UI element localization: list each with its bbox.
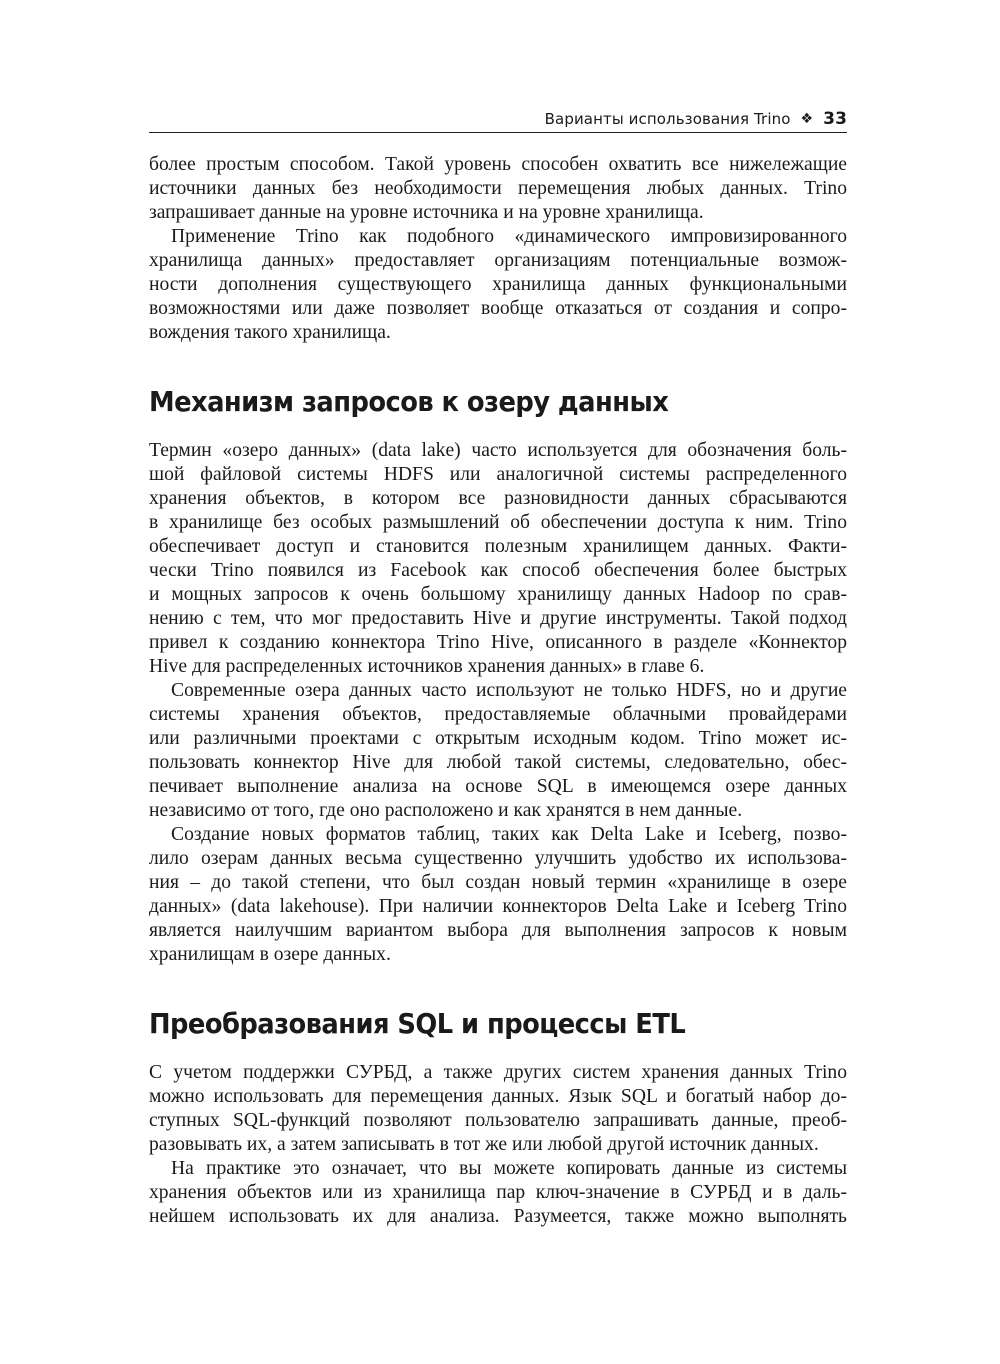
text-line: нейшем использовать их для анализа. Разумеется, также можно выполнять xyxy=(149,1206,847,1227)
section-heading-sql-etl: Преобразования SQL и процессы ETL xyxy=(149,1007,686,1040)
text-line: С учетом поддержки СУРБД, а также других систем хранения данных Trino xyxy=(149,1062,847,1083)
paragraph-intro-2 xyxy=(149,225,847,345)
text-line: возможностями или даже позволяет вообще отказаться от создания и сопро- xyxy=(149,298,847,319)
text-line: Создание новых форматов таблиц, таких как Delta Lake и Iceberg, позво- xyxy=(171,824,847,845)
text-line: печивает выполнение анализа на основе SQL в имеющемся озере данных xyxy=(149,776,847,797)
text-line: разовывать их, а затем записывать в тот же или любой другой источник данных. xyxy=(149,1134,819,1155)
paragraph-sql-etl-1 xyxy=(149,1061,847,1157)
text-line: данных» (data lakehouse). При наличии коннекторов Delta Lake и Iceberg Trino xyxy=(149,896,847,917)
text-line: является наилучшим вариантом выбора для выполнения запросов к новым xyxy=(149,920,847,941)
text-line: Современные озера данных часто используют не только HDFS, но и другие xyxy=(171,680,847,701)
text-line: ступных SQL-функций позволяют пользователю запрашивать данные, преоб- xyxy=(149,1110,847,1131)
text-line: хранилища данных» предоставляет организациям потенциальные возмож- xyxy=(149,250,847,271)
text-line: источники данных без необходимости перемещения любых данных. Trino xyxy=(149,178,847,199)
text-line: шой файловой системы HDFS или аналогичной системы распределенного xyxy=(149,464,847,485)
text-line: можно использовать для перемещения данных. Язык SQL и богатый набор до- xyxy=(149,1086,847,1107)
text-line: хранилищам в озере данных. xyxy=(149,944,391,965)
page-body xyxy=(149,153,847,1229)
paragraph-data-lake-2 xyxy=(149,679,847,823)
text-line: нению с тем, что мог предоставить Hive и другие инструменты. Такой подход xyxy=(149,608,847,629)
text-line: лило озерам данных весьма существенно улучшить удобство их использова- xyxy=(149,848,847,869)
text-line: или различными проектами с открытым исходным кодом. Trino может ис- xyxy=(149,728,847,749)
paragraph-intro-1 xyxy=(149,153,847,225)
text-line: привел к созданию коннектора Trino Hive, описанного в разделе «Коннектор xyxy=(149,632,847,653)
book-page xyxy=(149,0,847,1364)
text-line: системы хранения объектов, предоставляемые облачными провайдерами xyxy=(149,704,847,725)
text-line: вождения такого хранилища. xyxy=(149,322,391,343)
text-line: обеспечивает доступ и становится полезным хранилищем данных. Факти- xyxy=(149,536,847,557)
page-number: 33 xyxy=(823,109,847,129)
text-line: пользовать коннектор Hive для любой такой системы, следовательно, обес- xyxy=(149,752,847,773)
text-line: чески Trino появился из Facebook как способ обеспечения более быстрых xyxy=(149,560,847,581)
text-line: хранения объектов или из хранилища пар ключ-значение в СУРБД и в даль- xyxy=(149,1182,847,1203)
section-heading-data-lake: Механизм запросов к озеру данных xyxy=(149,385,669,418)
text-line: Применение Trino как подобного «динамического импровизированного xyxy=(171,226,847,247)
text-line: На практике это означает, что вы можете копировать данные из системы xyxy=(171,1158,847,1179)
text-line: Hive для распределенных источников хранения данных» в главе 6. xyxy=(149,656,705,677)
ornament-icon: ❖ xyxy=(800,111,814,127)
text-line: ния – до такой степени, что был создан новый термин «хранилище в озере xyxy=(149,872,847,893)
text-line: Термин «озеро данных» (data lake) часто используется для обозначения боль- xyxy=(149,440,847,461)
text-line: запрашивает данные на уровне источника и на уровне хранилища. xyxy=(149,202,704,223)
header-section-title: Варианты использования Trino xyxy=(544,110,791,128)
running-header xyxy=(149,106,847,133)
text-line: в хранилище без особых размышлений об обеспечении доступа к ним. Trino xyxy=(149,512,847,533)
paragraph-data-lake-1 xyxy=(149,439,847,679)
text-line: ности дополнения существующего хранилища данных функциональными xyxy=(149,274,847,295)
paragraph-data-lake-3 xyxy=(149,823,847,967)
text-line: независимо от того, где оно расположено и как хранятся в нем данные. xyxy=(149,800,743,821)
text-line: и мощных запросов к очень большому хранилищу данных Hadoop по срав- xyxy=(149,584,847,605)
text-line: более простым способом. Такой уровень способен охватить все нижележащие xyxy=(149,154,847,175)
text-line: хранения объектов, в котором все разновидности данных сбрасываются xyxy=(149,488,847,509)
paragraph-sql-etl-2 xyxy=(149,1157,847,1229)
